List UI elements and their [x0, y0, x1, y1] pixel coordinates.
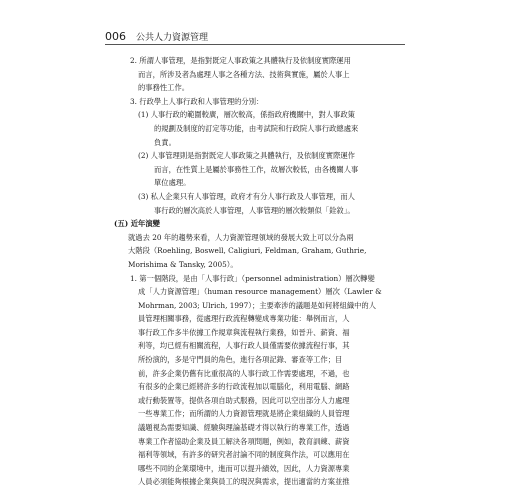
body-line: (2) 人事管理則是指對既定人事政策之具體執行，及依制度實際運作: [138, 151, 355, 161]
header-rule: [105, 44, 405, 45]
body-line: 而言，所涉及者為處理人事之各種方法、技術與實施，屬於人事上: [138, 69, 350, 79]
body-line: Mohrman, 2003; Ulrich, 1997）；主要牽涉的議題是如何將組織中的人: [138, 300, 377, 310]
body-line: 3. 行政學上人事行政和人事管理的分別：: [130, 96, 264, 106]
body-line: 利等，均已經有相關流程，人事行政人員僅需要依據流程行事，其: [138, 341, 350, 351]
body-line: 專業工作者協助企業及員工解決各項問題，例如，教育訓練、薪資: [138, 436, 350, 446]
body-line: 一些專業工作；而所謂的人力資源管理就是將企業組織的人員管理: [138, 409, 350, 419]
body-line: (3) 私人企業只有人事管理，政府才有分人事行政及人事管理，而人: [138, 191, 355, 201]
body-line: 議題視為需要知識、經驗與理論基礎才得以執行的專業工作，透過: [138, 423, 350, 433]
body-line: 前，許多企業仍舊有比重很高的人事行政工作需要處理，不過，也: [138, 368, 350, 378]
body-line: 哪些不同的企業環境中，進而可以提升績效，因此，人力資源專業: [138, 463, 350, 473]
page-header: [105, 30, 208, 43]
body-line: 1. 第一個階段，是由「人事行政」（personnel administration）層次轉變: [130, 273, 375, 283]
body-line: 負責。: [154, 137, 176, 147]
book-title: 公共人力資源管理: [136, 33, 209, 43]
body-line: 2. 所謂人事管理，是指對既定人事政策之具體執行及依制度實際運用: [130, 56, 351, 65]
body-line: 人員必須能夠根據企業與員工的現況與需求，提出適當的方案並推: [138, 477, 350, 487]
body-line: 事行政工作多半依據工作規章與流程執行業務，如晉升、薪資、福: [138, 327, 350, 337]
body-line: 事行政的層次高於人事管理，人事管理的層次較類似「銓敘」。: [154, 205, 355, 215]
body-line: Morishima & Tansky, 2005）。: [128, 259, 238, 269]
body-line: 大階段（Roehling, Boswell, Caligiuri, Feldman, Graham, Guthrie,: [128, 246, 367, 256]
body-line: 而言，在性質上是屬於事務性工作，故層次較低，由各機關人事: [154, 164, 359, 174]
body-line: 有很多的企業已經將許多的行政流程加以電腦化，利用電腦、網路: [138, 382, 350, 392]
body-line: 就過去 20 年的趨勢來看，人力資源管理領域的發展大致上可以分為兩: [128, 232, 354, 242]
page-number: 006: [105, 30, 126, 43]
body-line: 或行動裝置等，提供各項自助式服務，因此可以空出部分人力處理: [138, 395, 350, 405]
body-line: 單位處理。: [154, 178, 191, 188]
body-line: 所扮演的，多是守門員的角色，進行各項記錄、審查等工作；目: [138, 355, 343, 365]
section-heading: (五) 近年演變: [114, 219, 160, 229]
body-line: 成「人力資源管理」（human resource management）層次（Lawler &: [138, 287, 382, 297]
page-body: [114, 54, 418, 489]
body-line: 的事務性工作。: [138, 83, 190, 93]
body-line: 福利等領域，有許多的研究者討論不同的制度與作法，可以應用在: [138, 450, 350, 460]
body-line: (1) 人事行政的範圍較廣，層次較高，係指政府機關中，對人事政策: [138, 110, 355, 120]
body-line: 的規劃及制度的訂定等功能，由考試院和行政院人事行政總處來: [154, 123, 359, 133]
body-line: 員管理相關事務，從處理行政流程轉變成專業功能：舉例而言，人: [138, 314, 350, 324]
